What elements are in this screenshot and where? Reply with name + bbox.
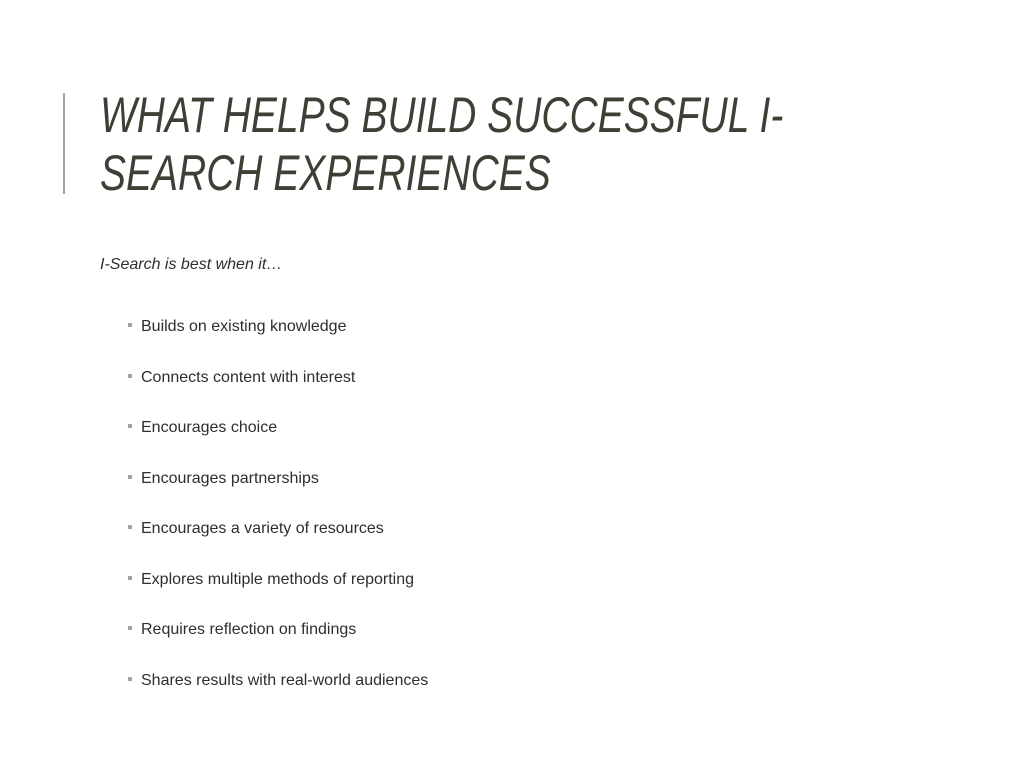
- square-bullet-icon: [128, 374, 132, 378]
- bullet-text: Encourages choice: [141, 419, 278, 436]
- bullet-text: Connects content with interest: [141, 368, 356, 386]
- square-bullet-icon: [128, 475, 132, 479]
- list-item: [124, 616, 428, 667]
- square-bullet-icon: [128, 626, 132, 630]
- bullet-text: Explores multiple methods of reporting: [141, 570, 415, 588]
- list-item: [124, 566, 428, 617]
- square-bullet-icon: [128, 576, 132, 580]
- list-item: [124, 465, 428, 516]
- list-item: [124, 515, 428, 566]
- bullet-text: Encourages a variety of resources: [141, 520, 384, 537]
- square-bullet-icon: [128, 323, 132, 327]
- slide-title-line-1: WHAT HELPS BUILD SUCCESSFUL I-: [100, 87, 784, 143]
- intro-text: I-Search is best when it…: [100, 256, 283, 273]
- bullet-list: [124, 313, 428, 717]
- list-item: [124, 313, 428, 364]
- list-item: [124, 364, 428, 415]
- title-accent-bar: [63, 93, 65, 194]
- square-bullet-icon: [128, 677, 132, 681]
- bullet-text: Encourages partnerships: [141, 469, 319, 487]
- slide-title-line-2: SEARCH EXPERIENCES: [100, 145, 551, 201]
- bullet-text: Builds on existing knowledge: [141, 318, 347, 335]
- list-item: [124, 414, 428, 465]
- bullet-text: Shares results with real-world audiences: [141, 671, 429, 689]
- square-bullet-icon: [128, 424, 132, 428]
- square-bullet-icon: [128, 525, 132, 529]
- bullet-text: Requires reflection on findings: [141, 621, 357, 638]
- list-item: [124, 667, 428, 718]
- slide-title: [100, 86, 784, 202]
